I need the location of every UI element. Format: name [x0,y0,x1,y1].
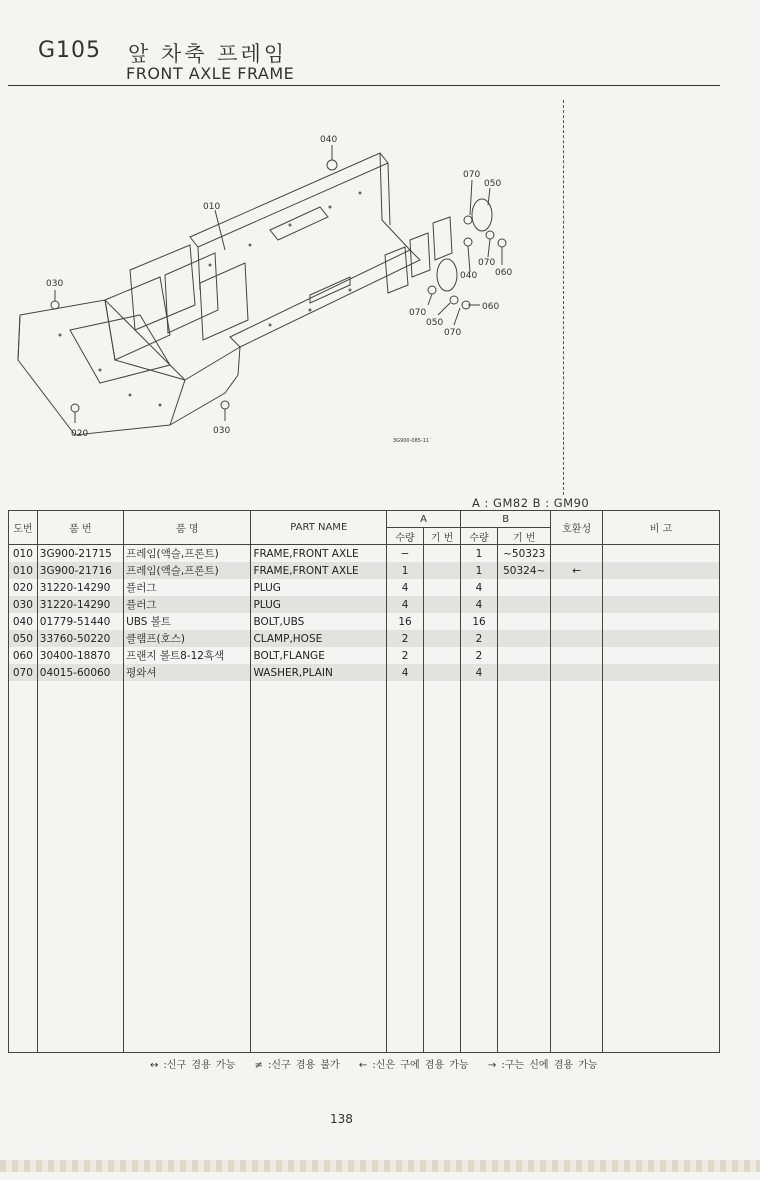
header-group-b: B [461,511,551,528]
row-part-name-ko: 플러그 [124,579,251,596]
empty-cell [551,681,602,1053]
legend-not-interchangeable: ≠ :신구 겸용 불가 [254,1060,340,1071]
row-b-serial: 50324~ [498,562,551,579]
row-part-name-en: FRAME,FRONT AXLE [251,545,387,563]
callout-060: 060 [495,268,513,278]
row-part-name-en: PLUG [251,596,387,613]
empty-cell [9,681,38,1053]
table-empty-space [9,681,720,1053]
row-remarks [602,630,719,647]
diagram-reference-code: 3G900-085-11 [393,438,430,444]
header-remarks: 비 고 [602,511,719,545]
row-part-no: 33760-50220 [37,630,123,647]
row-part-name-en: PLUG [251,579,387,596]
row-a-serial [424,613,461,630]
header-compat: 호환성 [551,511,602,545]
page-title-english: FRONT AXLE FRAME [126,64,295,83]
table-row [9,613,720,630]
table-row [9,647,720,664]
row-part-name-en: CLAMP,HOSE [251,630,387,647]
row-part-name-ko: 클램프(호스) [124,630,251,647]
row-remarks [602,664,719,681]
row-part-name-en: BOLT,FLANGE [251,647,387,664]
callout-020: 020 [71,429,89,439]
table-row [9,579,720,596]
page-code: G105 [38,38,102,63]
row-b-qty: 1 [461,562,498,579]
row-a-serial [424,545,461,563]
title-divider [8,85,720,86]
header-b-serial: 기 번 [498,528,551,545]
row-ref-no: 070 [9,664,38,681]
table-row [9,562,720,579]
row-remarks [602,545,719,563]
row-part-name-en: WASHER,PLAIN [251,664,387,681]
row-remarks [602,596,719,613]
table-row [9,664,720,681]
row-compat [551,647,602,664]
row-a-serial [424,647,461,664]
row-a-serial [424,630,461,647]
header-group-a: A [387,511,461,528]
row-b-qty: 4 [461,664,498,681]
row-ref-no: 010 [9,562,38,579]
row-part-no: 01779-51440 [37,613,123,630]
frame-side-rail-front [230,250,420,347]
empty-cell [602,681,719,1053]
row-part-name-ko: 프레임(액슬,프론트) [124,562,251,579]
empty-cell [498,681,551,1053]
legend-new-fits-old: ← :신은 구에 겸용 가능 [358,1060,469,1071]
parts-table [8,510,720,1053]
empty-cell [251,681,387,1053]
row-ref-no: 040 [9,613,38,630]
row-ref-no: 050 [9,630,38,647]
row-b-serial [498,664,551,681]
header-ref-no: 도번 [9,511,38,545]
callout-050: 050 [484,179,502,189]
row-compat [551,664,602,681]
page-number: 138 [330,1112,353,1126]
exploded-parts-diagram [10,125,540,465]
table-row [9,596,720,613]
header-part-no: 품 번 [37,511,123,545]
row-b-serial [498,647,551,664]
row-a-qty: 16 [387,613,424,630]
row-part-name-ko: 평와셔 [124,664,251,681]
row-ref-no: 030 [9,596,38,613]
row-a-serial [424,596,461,613]
row-a-qty: 2 [387,647,424,664]
row-a-qty: − [387,545,424,563]
row-b-serial [498,630,551,647]
row-a-qty: 2 [387,630,424,647]
row-b-qty: 4 [461,579,498,596]
row-remarks [602,579,719,596]
header-b-qty: 수량 [461,528,498,545]
callout-060: 060 [482,302,500,312]
callout-040: 040 [320,135,338,145]
row-compat [551,596,602,613]
table-row [9,545,720,563]
row-a-serial [424,562,461,579]
row-b-serial [498,596,551,613]
dashed-divider [563,100,564,495]
callout-070: 070 [409,308,427,318]
row-a-qty: 4 [387,596,424,613]
row-part-name-en: FRAME,FRONT AXLE [251,562,387,579]
frame-side-rail-back [190,153,388,247]
callout-040: 040 [460,271,478,281]
row-part-no: 3G900-21715 [37,545,123,563]
row-ref-no: 010 [9,545,38,563]
legend-interchangeable: ↔ :신구 겸용 가능 [150,1060,236,1071]
row-b-qty: 16 [461,613,498,630]
callout-070: 070 [444,328,462,338]
header-part-name-ko: 품 명 [124,511,251,545]
row-b-qty: 1 [461,545,498,563]
table-row [9,630,720,647]
row-b-qty: 2 [461,630,498,647]
row-part-no: 04015-60060 [37,664,123,681]
row-part-name-ko: 프레임(액슬,프론트) [124,545,251,563]
row-compat [551,579,602,596]
callout-010: 010 [203,202,221,212]
row-compat [551,613,602,630]
row-compat: ← [551,562,602,579]
callout-070: 070 [478,258,496,268]
empty-cell [424,681,461,1053]
row-b-qty: 4 [461,596,498,613]
empty-cell [124,681,251,1053]
callout-030: 030 [213,426,231,436]
row-ref-no: 020 [9,579,38,596]
row-part-no: 31220-14290 [37,596,123,613]
row-part-name-ko: UBS 볼트 [124,613,251,630]
row-b-serial [498,579,551,596]
row-part-name-ko: 플러그 [124,596,251,613]
row-remarks [602,647,719,664]
empty-cell [387,681,424,1053]
row-compat [551,545,602,563]
row-b-qty: 2 [461,647,498,664]
callout-030: 030 [46,279,64,289]
row-a-qty: 4 [387,664,424,681]
row-part-no: 31220-14290 [37,579,123,596]
model-legend: A : GM82 B : GM90 [472,496,590,510]
empty-cell [37,681,123,1053]
header-part-name-en: PART NAME [251,511,387,545]
row-part-no: 30400-18870 [37,647,123,664]
row-remarks [602,613,719,630]
row-b-serial: ~50323 [498,545,551,563]
row-ref-no: 060 [9,647,38,664]
row-a-serial [424,579,461,596]
row-a-serial [424,664,461,681]
page-title-korean: 앞 차축 프레임 [128,42,288,66]
row-b-serial [498,613,551,630]
row-a-qty: 4 [387,579,424,596]
callout-070: 070 [463,170,481,180]
row-a-qty: 1 [387,562,424,579]
callout-050: 050 [426,318,444,328]
row-part-name-en: BOLT,UBS [251,613,387,630]
row-part-name-ko: 프랜지 볼트8-12흑색 [124,647,251,664]
header-a-qty: 수량 [387,528,424,545]
row-part-no: 3G900-21716 [37,562,123,579]
scan-edge-strip [0,1160,760,1172]
empty-cell [461,681,498,1053]
row-compat [551,630,602,647]
compatibility-legend [150,1056,612,1071]
legend-old-fits-new: → :구는 신에 겸용 가능 [487,1060,598,1071]
row-remarks [602,562,719,579]
header-a-serial: 기 번 [424,528,461,545]
